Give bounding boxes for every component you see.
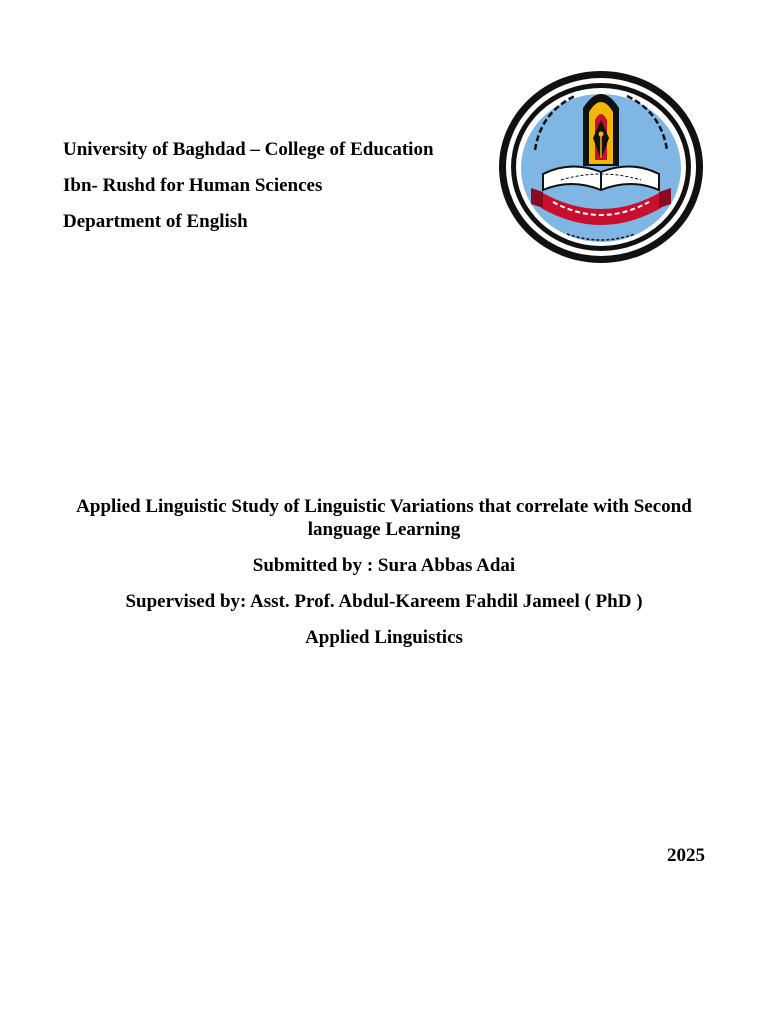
department-name: Department of English [63, 211, 248, 232]
institution-header [63, 139, 483, 247]
supervised-by: Supervised by: Asst. Prof. Abdul-Kareem Fahdil Jameel ( PhD ) [125, 591, 643, 612]
college-name: Ibn- Rushd for Human Sciences [63, 175, 323, 196]
submitted-by: Submitted by : Sura Abbas Adai [252, 555, 516, 576]
university-name: University of Baghdad – College of Education [63, 139, 434, 160]
thesis-title-block [40, 495, 728, 662]
year: 2025 [667, 845, 705, 866]
university-seal-icon [497, 68, 705, 266]
thesis-title: Applied Linguistic Study of Linguistic Variations that correlate with Second language Learning [76, 496, 692, 540]
field-of-study: Applied Linguistics [305, 627, 463, 648]
